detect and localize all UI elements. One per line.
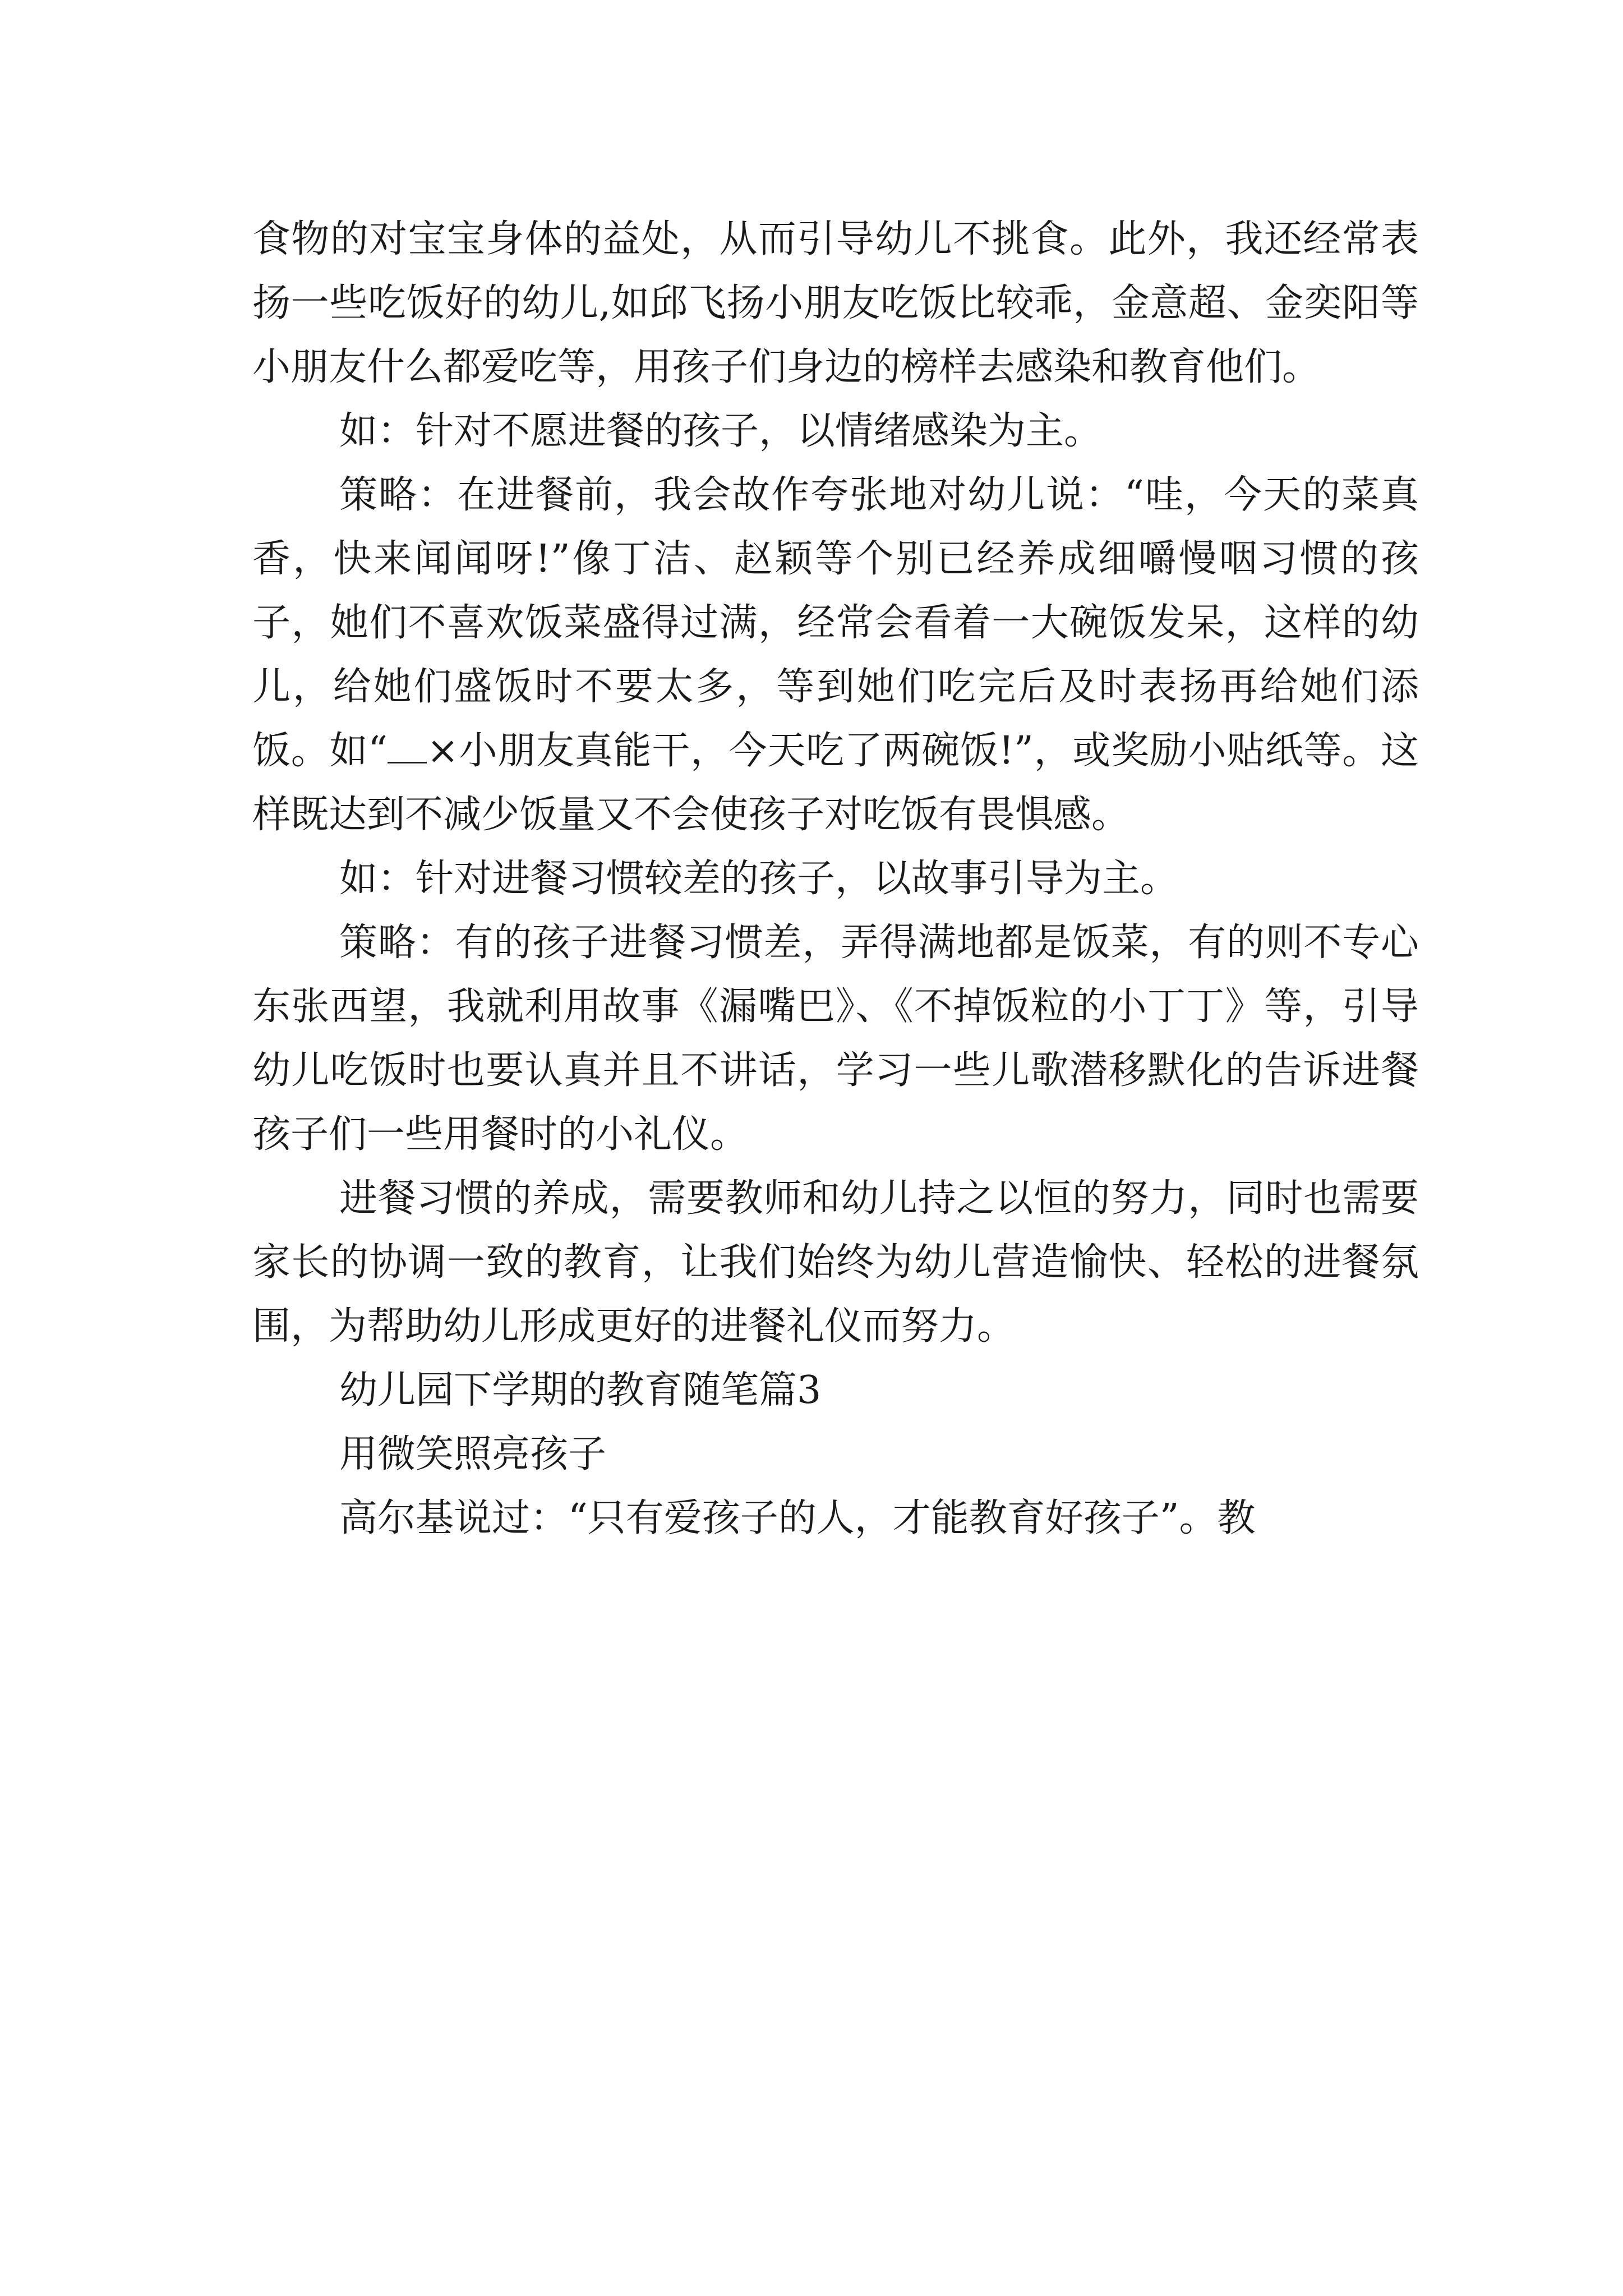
name-blank [388, 728, 427, 763]
essay-title: 用微笑照亮孩子 [339, 1432, 607, 1476]
paragraph-gorky-quote: 高尔基说过：“只有爱孩子的人，才能教育好孩子”。教 [339, 1496, 1256, 1540]
paragraph-strategy-story: 策略：有的孩子进餐习惯差，弄得满地都是饭菜，有的则不专心东张西望，我就利用故事《漏嘴巴》、《不掉饭粒的小丁丁》等，引导幼儿吃饭时也要认真并且不讲话，学习一些儿歌潜移默化的告诉进餐孩子们一些用餐时的小礼仪。 [252, 921, 1419, 1157]
paragraph-case-poor-habits: 如：针对进餐习惯较差的孩子，以故事引导为主。 [339, 857, 1179, 901]
paragraph-case-reluctant: 如：针对不愿进餐的孩子，以情绪感染为主。 [339, 409, 1103, 453]
strategy-emotion-text-cont: ×小朋友真能干，今天吃了两碗饭!”，或奖励小贴纸等。这样既达到不减少饭量又不会使孩子对吃饭有畏惧感。 [252, 729, 1419, 837]
document-body [252, 208, 1419, 1550]
paragraph-praise-examples: 食物的对宝宝身体的益处，从而引导幼儿不挑食。此外，我还经常表扬一些吃饭好的幼儿,如邱飞扬小朋友吃饭比较乖，金意超、金奕阳等小朋友什么都爱吃等，用孩子们身边的榜样去感染和教育他们。 [252, 217, 1419, 389]
strategy-emotion-text: 策略：在进餐前，我会故作夸张地对幼儿说：“哇，今天的菜真香，快来闻闻呀!”像丁洁、赵颖等个别已经养成细嚼慢咽习惯的孩子，她们不喜欢饭菜盛得过满，经常会看着一大碗饭发呆，这样的幼儿，给她们盛饭时不要太多，等到她们吃完后及时表扬再给她们添饭。如“ [252, 473, 1419, 773]
section-heading: 幼儿园下学期的教育随笔篇3 [339, 1368, 822, 1412]
paragraph-strategy-emotion [252, 463, 1419, 847]
paragraph-conclusion: 进餐习惯的养成，需要教师和幼儿持之以恒的努力，同时也需要家长的协调一致的教育，让我们始终为幼儿营造愉快、轻松的进餐氛围，为帮助幼儿形成更好的进餐礼仪而努力。 [252, 1176, 1419, 1349]
